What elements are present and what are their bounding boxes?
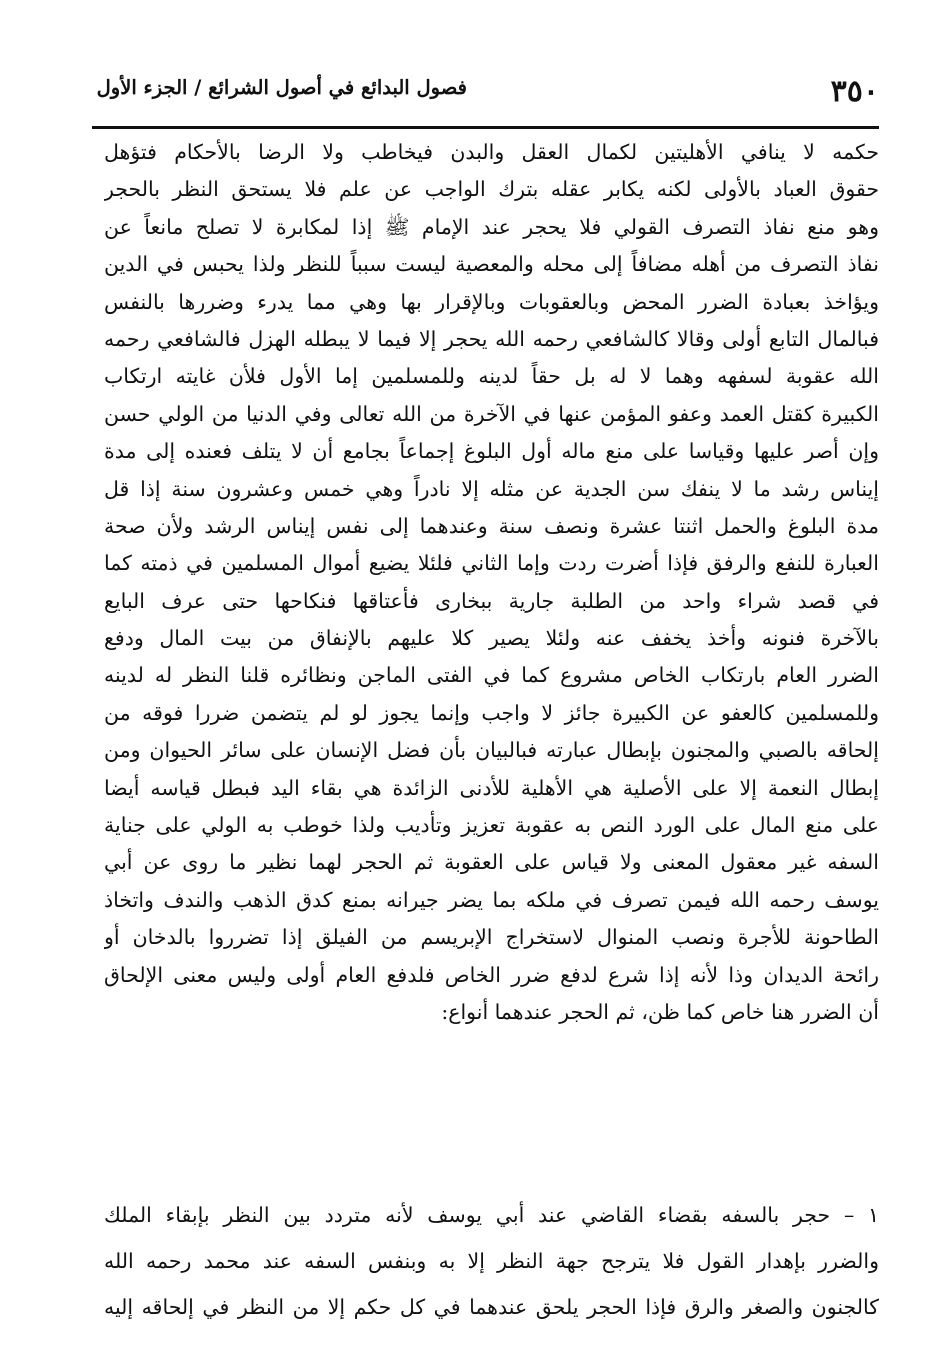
text-line: إبطال النعمة إلا على الأصلية هي الأهلية للأدنى الزائدة هي بقاء اليد فبطل قياسه أيضا (104, 775, 879, 800)
text-line: وإن أصر عليها وقياسا على منع ماله أول البلوغ إجماعاً بجامع أن لا يتلف فعنده إلى مدة (104, 439, 879, 464)
text-line: الطاحونة للأجرة ونصب المنوال لاستخراج الإبريسم من الفيلق إذا تضرروا بالدخان أو (104, 925, 879, 950)
text-line: السفه غير معقول المعنى ولا قياس على العقوبة ثم الحجر لهما نظير ما روى عن أبي (104, 850, 879, 875)
text-line: الكبيرة كقتل العمد وعفو المؤمن عنها في الآخرة من الله تعالى وفي الدنيا من الولي حسن (104, 401, 879, 426)
text-line: الله عقوبة لسفهه وهما لا له بل حقاً لدينه وللمسلمين إما الأول فلأن غايته ارتكاب (104, 364, 879, 389)
text-line: وهو منع نفاذ التصرف القولي فلا يحجر عند الإمام ﷺ إذا لمكابرة لا تصلح مانعاً عن (104, 214, 879, 239)
text-line: مدة البلوغ والحمل اثنتا عشرة ونصف سنة وعندهما إلى نفس إيناس الرشد ولأن صحة (104, 513, 879, 538)
text-line: نفاذ التصرف من أهله مضافاً إلى محله والمعصية ليست سبباً للنظر ولذا يحبس في الدين (104, 252, 879, 277)
text-line: إلحاقه بالصبي والمجنون بإبطال عبارته فبالبيان بأن فضل الإنسان على سائر الحيوان ومن (104, 738, 879, 763)
text-line: أن الضرر هنا خاص كما ظن، ثم الحجر عندهما أنواع: (441, 999, 879, 1024)
text-line: ١ – حجر بالسفه بقضاء القاضي عند أبي يوسف لأنه متردد بين النظر بإبقاء الملك (104, 1203, 879, 1227)
text-line: والضرر بإهدار القول فلا يترجح جهة النظر إلا به وبنفس السفه عند محمد رحمه الله (104, 1249, 879, 1273)
text-line: وللمسلمين كالعفو عن الكبيرة جائز لا واجب وإنما يجوز لو لم يتضمن ضررا فوقه من (104, 700, 879, 725)
page-header (92, 72, 879, 124)
text-line: فبالمال التابع أولى وقالا كالشافعي رحمه الله يحجر إلا فيما لا يبطله الهزل فالشافعي رحمه (104, 326, 879, 351)
text-line: يوسف رحمه الله فيمن تصرف في ملكه بما يضر جيرانه بمنع كدق الذهب والندف واتخاذ (104, 887, 879, 912)
text-line: الضرر العام بارتكاب الخاص مشروع كما في الفتى الماجن ونظائره قلنا النظر له لدينه (104, 663, 879, 688)
running-title: فصول البدائع في أصول الشرائع / الجزء الأول (96, 76, 467, 99)
text-line: حقوق العباد بالأولى لكنه يكابر عقله بترك الواجب عن علم فلا يستحق النظر بالحجر (104, 177, 879, 202)
header-rule (92, 126, 879, 129)
text-line: كالجنون والصغر والرق فإذا الحجر يلحق عندهما في كل حكم إلا من النظر في إلحاقه إليه (104, 1295, 879, 1319)
main-paragraph (104, 134, 879, 1031)
text-line: على منع المال على الورد النص به عقوبة تعزيز وتأديب ولذا خوطب به الولي على جناية (104, 813, 879, 838)
text-line: في قصد شراء واحد من الطلبة جارية ببخارى فأعتاقها فنكاحها حتى عرف البايع (104, 588, 879, 613)
text-line: العبارة للنفع والرفق فإذا أضرت ردت وإما الثاني فلئلا يضيع أموال المسلمين في ذمته كما (104, 551, 879, 576)
text-line: حكمه لا ينافي الأهليتين لكمال العقل والبدن فيخاطب ولا الرضا بالأحكام فتؤهل (104, 140, 879, 164)
numbered-paragraph (104, 1192, 879, 1330)
text-line: رائحة الديدان وذا لأنه إذا شرع لدفع ضرر الخاص فلدفع العام أولى وليس معنى الإلحاق (104, 962, 879, 987)
text-line: ويؤاخذ بعبادة الضرر المحض وبالعقوبات وبالإقرار بها وهي مما يدرء وضررها بالنفس (104, 289, 879, 314)
text-line: بالآخرة فنونه وأخذ يخفف عنه ولئلا يصير كلا عليهم بالإنفاق من بيت المال ودفع (104, 626, 879, 651)
text-line: إيناس رشد ما لا ينفك سن الجدية عن مثله إلا نادراً وهي خمس وعشرون سنة إذا قل (104, 476, 879, 501)
page-number: ٣٥٠ (830, 74, 879, 109)
